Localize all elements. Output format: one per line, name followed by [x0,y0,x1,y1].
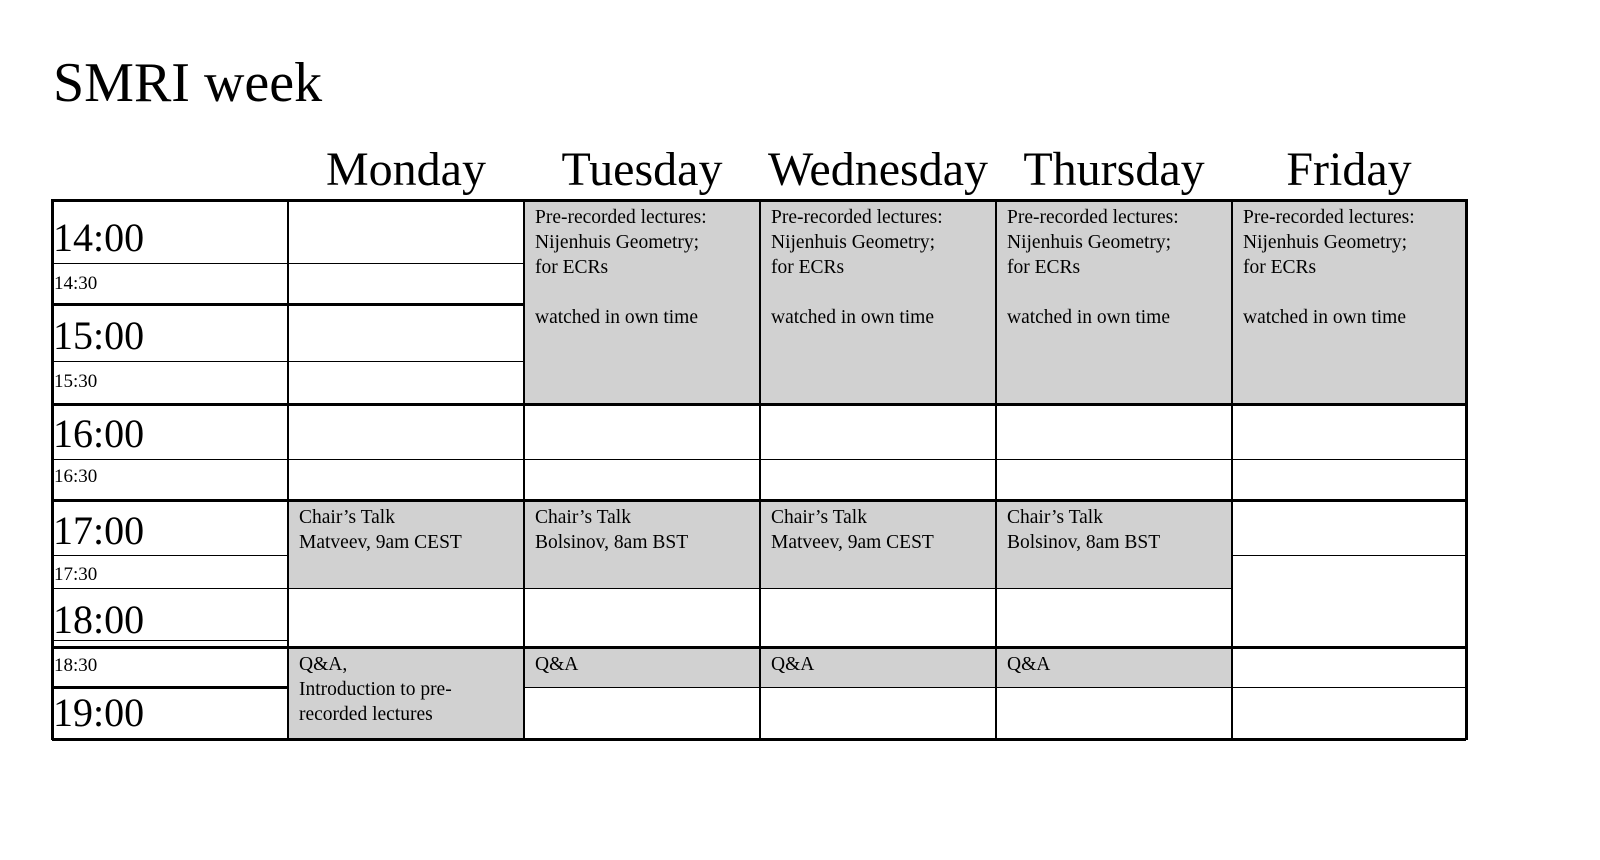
time-label-1700: 17:00 [53,508,145,553]
event-text-tuesday: Q&A [535,654,579,675]
gridline-thick-h-5 [52,686,288,689]
gridline-h-5 [52,588,1232,589]
day-header-tuesday: Tuesday [561,143,723,196]
event-text-wednesday: Chair’s Talk Matveev, 9am CEST [771,507,934,553]
day-header-monday: Monday [326,143,486,196]
gridline-v-5 [1231,199,1233,740]
time-label-1600: 16:00 [53,411,145,456]
event-text-friday: Pre-recorded lectures: Nijenhuis Geometry; for ECRs watched in own time [1243,207,1415,328]
event-text-wednesday: Pre-recorded lectures: Nijenhuis Geometry; for ECRs watched in own time [771,207,943,328]
gridline-v-1 [287,199,289,740]
gridline-h-4 [1232,555,1466,556]
event-text-thursday: Chair’s Talk Bolsinov, 8am BST [1007,507,1161,553]
event-text-thursday: Pre-recorded lectures: Nijenhuis Geometry; for ECRs watched in own time [1007,207,1179,328]
day-header-wednesday: Wednesday [767,143,989,196]
gridline-v-4 [995,199,997,740]
event-text-wednesday: Q&A [771,654,815,675]
time-label-1500: 15:00 [53,313,145,358]
event-text-thursday: Q&A [1007,654,1051,675]
event-text-tuesday: Chair’s Talk Bolsinov, 8am BST [535,507,689,553]
time-label-1630: 16:30 [54,466,98,487]
time-label-1730: 17:30 [54,564,98,585]
time-label-1830: 18:30 [54,655,98,676]
time-label-1800: 18:00 [53,597,145,642]
event-text-tuesday: Pre-recorded lectures: Nijenhuis Geometry; for ECRs watched in own time [535,207,707,328]
page-title: SMRI week [53,52,323,114]
gridline-v-3 [759,199,761,740]
event-text-monday: Chair’s Talk Matveev, 9am CEST [299,507,462,553]
day-header-friday: Friday [1286,143,1412,196]
time-label-1900: 19:00 [53,690,145,735]
gridline-h-3 [52,555,288,556]
day-header-thursday: Thursday [1023,143,1205,196]
gridline-v-6 [1465,199,1468,740]
time-label-1400: 14:00 [53,215,145,260]
time-label-1530: 15:30 [54,371,98,392]
event-text-monday: Q&A, Introduction to pre- recorded lectures [299,654,452,725]
gridline-v-2 [523,199,525,740]
time-label-1430: 14:30 [54,273,98,294]
